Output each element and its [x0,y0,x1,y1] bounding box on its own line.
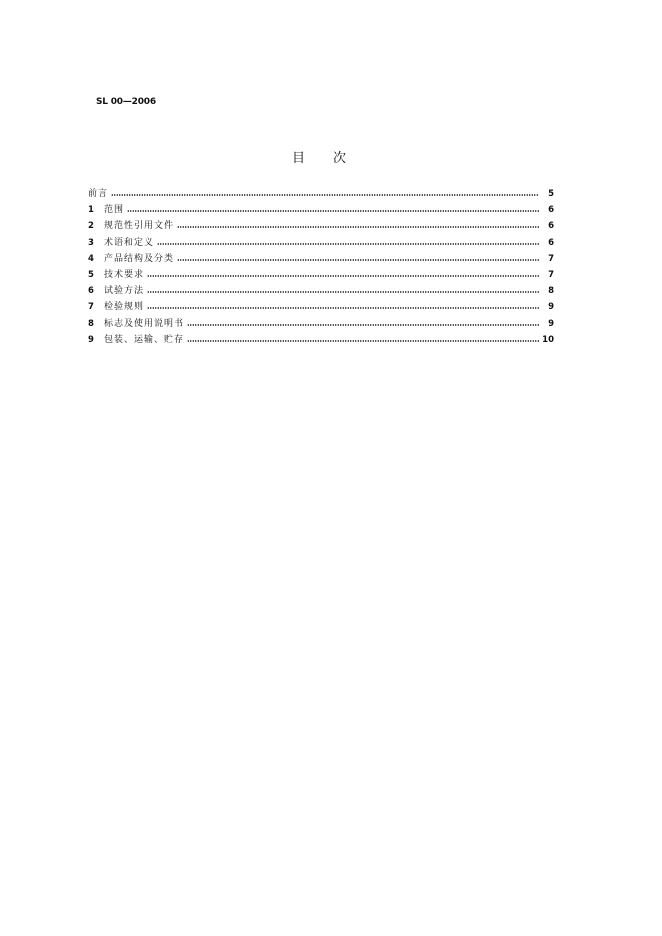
toc-entry-preface[interactable] [88,186,554,202]
toc-entry-label: 包装、运输、贮存 [104,334,185,345]
toc-entry-label: 范围 [104,205,125,216]
toc-entry-page: 6 [548,221,554,232]
toc-dot-leader [157,243,539,245]
toc-entry-terms-definitions[interactable] [88,235,554,251]
toc-entry-packaging-transport[interactable] [88,332,554,348]
toc-entry-page: 9 [548,318,554,329]
toc-entry-page: 6 [548,205,554,216]
toc-entry-scope[interactable] [88,202,554,218]
toc-entry-test-methods[interactable] [88,283,554,299]
toc-entry-label: 规范性引用文件 [104,221,175,232]
toc-entry-page: 7 [548,253,554,264]
toc-entry-number: 5 [88,269,94,280]
document-code: SL 00—2006 [96,97,156,107]
toc-entry-number: 1 [88,205,94,216]
toc-entry-normative-references[interactable] [88,218,554,234]
toc-entry-number: 9 [88,334,94,345]
toc-dot-leader [147,275,539,277]
toc-entry-page: 10 [542,334,554,345]
toc-entry-page: 5 [548,189,554,199]
toc-entry-page: 8 [548,286,554,297]
toc-entry-number: 7 [88,302,94,313]
toc-title [292,147,346,166]
toc-entry-label: 产品结构及分类 [104,253,175,264]
toc-entry-technical-requirements[interactable] [88,267,554,283]
toc-entry-page: 6 [548,237,554,248]
toc-dot-leader [187,340,539,342]
toc-title-char-1: 目 [292,151,306,166]
toc-entry-number: 2 [88,221,94,232]
toc-entry-label: 标志及使用说明书 [104,318,185,329]
toc-entry-label: 试验方法 [104,286,145,297]
toc-dot-leader [187,324,539,326]
toc-entry-number: 6 [88,286,94,297]
toc-entry-label: 技术要求 [104,269,145,280]
toc-dot-leader [127,210,539,212]
toc-entry-number: 8 [88,318,94,329]
toc-entry-product-structure[interactable] [88,251,554,267]
toc-entry-label: 检验规则 [104,302,145,313]
toc-entry-label: 术语和定义 [104,237,155,248]
toc-entry-page: 9 [548,302,554,313]
toc-entry-inspection-rules[interactable] [88,299,554,315]
toc-dot-leader [147,307,539,309]
table-of-contents [88,186,554,348]
toc-entry-page: 7 [548,269,554,280]
toc-entry-label: 前言 [88,189,109,199]
toc-title-char-2: 次 [333,151,347,166]
toc-dot-leader [111,194,539,196]
toc-dot-leader [177,226,539,228]
toc-entry-number: 4 [88,253,94,264]
toc-dot-leader [177,259,539,261]
toc-entry-marking-manual[interactable] [88,316,554,332]
toc-dot-leader [147,291,539,293]
toc-entry-number: 3 [88,237,94,248]
